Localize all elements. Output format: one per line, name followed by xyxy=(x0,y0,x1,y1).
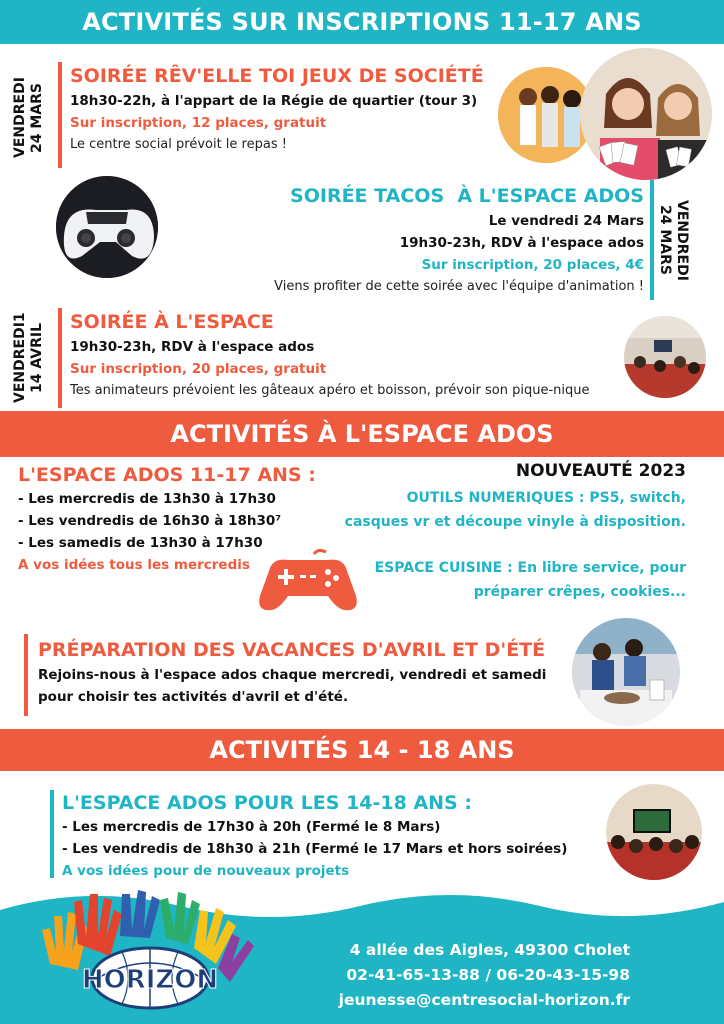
event2-date: VENDREDI 24 MARS xyxy=(657,199,690,281)
footer-contact xyxy=(339,938,630,1013)
espace-14-18-block xyxy=(62,790,602,882)
middle-banner: ACTIVITÉS À L'ESPACE ADOS xyxy=(0,411,724,457)
event1-block xyxy=(70,62,500,156)
preparation-title: PRÉPARATION DES VACANCES D'AVRIL ET D'ÉTÉ xyxy=(38,639,546,661)
event2-divider xyxy=(650,180,654,300)
event3-time-place: 19h30-23h, RDV à l'espace ados xyxy=(70,339,315,355)
event2-block xyxy=(230,182,644,298)
schedule-item: - Les vendredis de 18h30 à 21h (Fermé le 17 Mars et hors soirées) xyxy=(62,841,568,857)
preparation-line-2: pour choisir tes activités d'avril et d'été. xyxy=(38,689,349,705)
event2-note: Viens profiter de cette soirée avec l'équipe d'animation ! xyxy=(274,279,644,294)
schedule-item: - Les vendredis de 16h30 à 18h30⁷ xyxy=(18,513,282,529)
event1-photo-cards xyxy=(580,48,712,180)
event1-time-place: 18h30-22h, à l'appart de la Régie de quartier (tour 3) xyxy=(70,93,478,109)
event1-title: SOIRÉE RÊV'ELLE TOI JEUX DE SOCIÉTÉ xyxy=(70,65,484,87)
logo-wordmark: HORIZON xyxy=(81,965,219,995)
event2-title: SOIRÉE TACOS À L'ESPACE ADOS xyxy=(290,185,644,207)
event3-block xyxy=(70,308,640,402)
event3-title: SOIRÉE À L'ESPACE xyxy=(70,311,274,333)
preparation-line-1: Rejoins-nous à l'espace ados chaque mercredi, vendredi et samedi xyxy=(38,667,547,683)
cuisine-line-1: ESPACE CUISINE : En libre service, pour xyxy=(374,560,686,576)
espace-14-18-photo-tv xyxy=(606,784,702,880)
event3-note: Tes animateurs prévoient les gâteaux apéro et boisson, prévoir son pique-nique xyxy=(70,383,590,398)
event1-registration: Sur inscription, 12 places, gratuit xyxy=(70,115,327,131)
outils-line-1: OUTILS NUMERIQUES : PS5, switch, xyxy=(406,490,686,506)
espace-ados-title: L'ESPACE ADOS 11-17 ANS : xyxy=(18,464,316,486)
espace-14-18-divider xyxy=(50,790,54,878)
footer-email[interactable]: jeunesse@centresocial-horizon.fr xyxy=(338,991,630,1009)
event3-registration: Sur inscription, 20 places, gratuit xyxy=(70,361,327,377)
event2-day: Le vendredi 24 Mars xyxy=(488,213,644,229)
espace-14-18-title: L'ESPACE ADOS POUR LES 14-18 ANS : xyxy=(62,792,472,814)
event2-time-place: 19h30-23h, RDV à l'espace ados xyxy=(399,235,644,251)
preparation-photo-kitchen xyxy=(572,618,680,726)
footer-phones[interactable]: 02-41-65-13-88 / 06-20-43-15-98 xyxy=(346,966,630,984)
horizon-logo xyxy=(38,886,258,1012)
event2-photo-controller xyxy=(56,176,158,278)
event1-date: VENDREDI 24 MARS xyxy=(12,77,45,159)
preparation-divider xyxy=(24,634,28,716)
espace-ados-ideas: A vos idées tous les mercredis xyxy=(18,557,250,573)
top-banner: ACTIVITÉS SUR INSCRIPTIONS 11-17 ANS xyxy=(0,0,724,44)
event3-divider xyxy=(58,308,62,408)
event3-photo-room xyxy=(624,316,706,398)
age-14-18-banner: ACTIVITÉS 14 - 18 ANS xyxy=(0,729,724,771)
nouveaute-block xyxy=(320,458,686,604)
espace-14-18-ideas: A vos idées pour de nouveaux projets xyxy=(62,863,350,879)
preparation-block xyxy=(38,636,578,708)
schedule-item: - Les mercredis de 13h30 à 17h30 xyxy=(18,491,276,507)
nouveaute-title: NOUVEAUTÉ 2023 xyxy=(515,461,686,481)
event1-note: Le centre social prévoit le repas ! xyxy=(70,137,287,152)
event3-date: VENDREDI1 14 AVRIL xyxy=(12,312,45,404)
footer-address: 4 allée des Aigles, 49300 Cholet xyxy=(349,941,630,959)
cuisine-line-2: préparer crêpes, cookies... xyxy=(473,584,686,600)
event1-divider xyxy=(58,62,62,168)
event2-registration: Sur inscription, 20 places, 4€ xyxy=(421,257,644,273)
schedule-item: - Les mercredis de 17h30 à 20h (Fermé le 8 Mars) xyxy=(62,819,441,835)
outils-line-2: casques vr et découpe vinyle à disposition. xyxy=(344,514,686,530)
schedule-item: - Les samedis de 13h30 à 17h30 xyxy=(18,535,263,551)
